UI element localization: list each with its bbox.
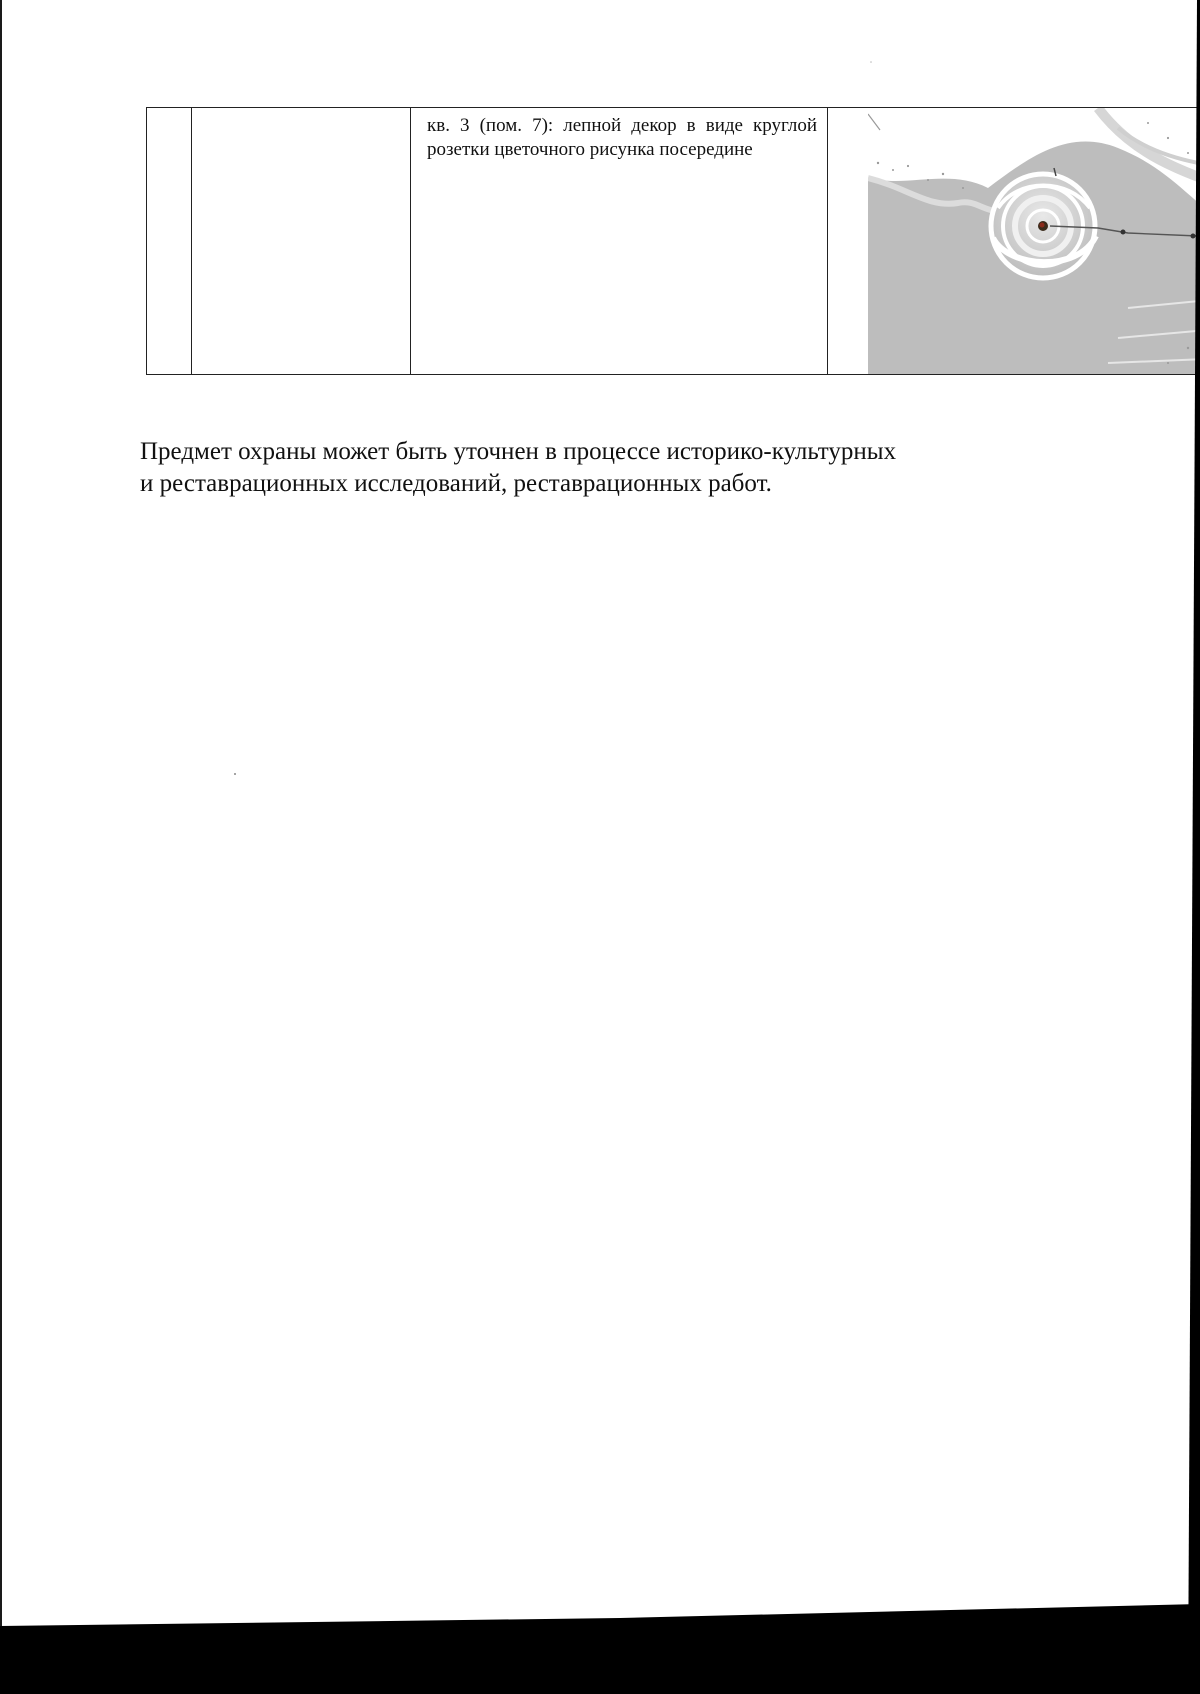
rosette-ornament [991,174,1096,278]
note-line-2: и реставрационных исследований, реставрационных работ. [140,470,772,497]
note-line-1: Предмет охраны может быть уточнен в процессе историко-культурных [140,438,897,465]
rosette-photo-image [868,108,1200,375]
table-row [147,108,1200,375]
table-cell-description: кв. 3 (пом. 7): лепной декор в виде круглой розетки цветочного рисунка посередине [411,108,828,375]
protection-subject-table [146,107,1200,375]
table-cell-photo [828,108,1200,375]
ceiling-rosette-photo [868,108,1200,375]
scan-left-edge [0,0,2,1694]
table-cell-name [192,108,411,375]
note-paragraph [140,436,1020,500]
table-cell-number [147,108,192,375]
